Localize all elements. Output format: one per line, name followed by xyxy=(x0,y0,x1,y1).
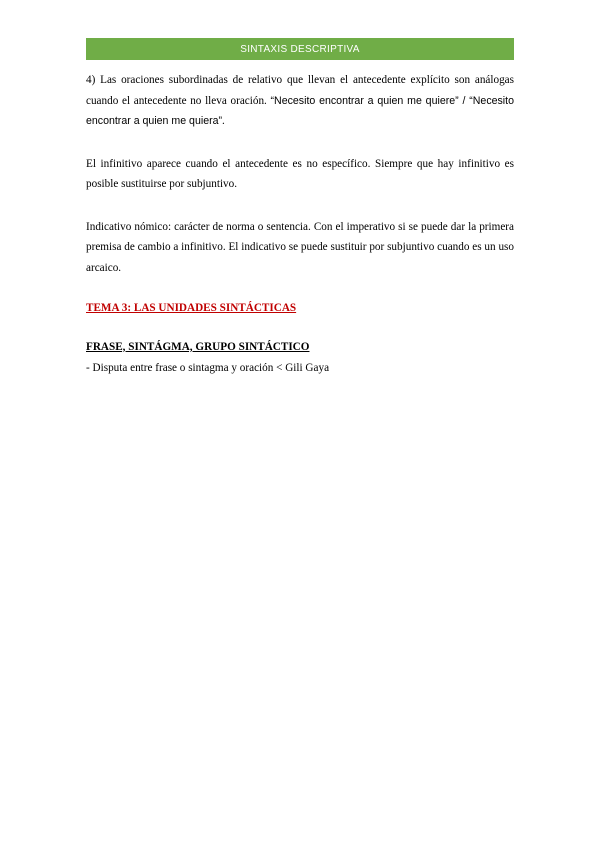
paragraph-infinitive: El infinitivo aparece cuando el antecedente es no específico. Siempre que hay infinitivo es posible sustituirse por subjuntivo. xyxy=(86,157,514,190)
paragraph-relative-clauses xyxy=(86,70,514,132)
paragraph-1-text: 4) Las oraciones subordinadas de relativo que llevan el antecedente explícito son análogas cuando el antecedente no lleva oración. xyxy=(86,74,514,107)
paragraph-1-end: . xyxy=(222,115,225,127)
tema-3-heading: TEMA 3: LAS UNIDADES SINTÁCTICAS xyxy=(86,302,297,314)
running-header xyxy=(86,38,514,60)
list-item: - Disputa entre frase o sintagma y oración < Gili Gaya xyxy=(86,362,330,374)
paragraph-nomic-indicative: Indicativo nómico: carácter de norma o sentencia. Con el imperativo si se puede dar la primera premisa de cambio a infinitivo. El indicativo se puede sustituir por subjuntivo cuando es un uso arcaico. xyxy=(86,220,514,274)
paragraph-1-quote: “Necesito encontrar a quien me quiere” / “Necesito encontrar a quien me quiera” xyxy=(86,94,515,127)
section-heading: FRASE, SINTÁGMA, GRUPO SINTÁCTICO xyxy=(86,340,310,353)
page-content xyxy=(86,70,514,379)
header-title: SINTAXIS DESCRIPTIVA xyxy=(240,43,360,55)
